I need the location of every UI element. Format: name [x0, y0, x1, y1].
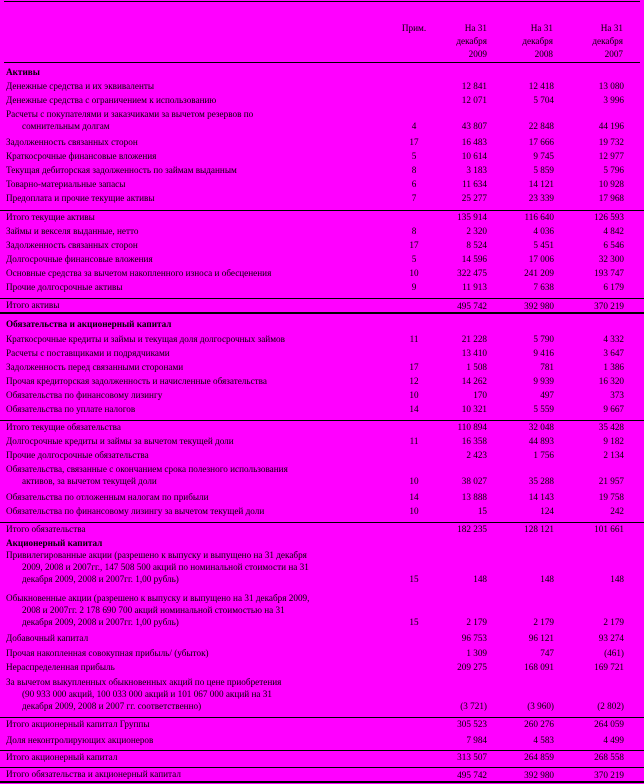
table-row [0, 449, 644, 461]
table-row [0, 333, 644, 345]
row-label-line: Обязательства по отложенным налогам по прибыли [6, 492, 209, 502]
row-note: 17 [409, 240, 419, 250]
header-col-2009: На 31 декабря 2009 [456, 23, 487, 59]
row-label-line: декабря 2009, 2008 и 2007 гг. соответственно) [22, 701, 202, 711]
row-label [6, 632, 391, 644]
row-label [6, 421, 391, 433]
row-label [6, 768, 391, 780]
row-value-2008: 781 [540, 362, 554, 372]
header-rule [4, 62, 640, 63]
row-value-2008: 14 143 [528, 492, 554, 502]
row-label [6, 136, 391, 148]
table-row [0, 767, 644, 783]
row-value-2007: (2 802) [597, 701, 624, 711]
row-label [6, 225, 391, 237]
row-note: 11 [409, 334, 419, 344]
row-value-2008: 44 893 [528, 436, 554, 446]
row-label-line: Нераспределенная прибыль [6, 662, 115, 672]
row-note: 4 [411, 121, 417, 131]
row-value-2009: 16 358 [461, 436, 487, 446]
row-label-line: Текущая дебиторская задолженность по займам выданным [6, 165, 237, 175]
row-value-2009: 21 228 [461, 334, 487, 344]
row-label-line: Обязательства по финансовому лизингу за вычетом текущей доли [6, 506, 265, 516]
row-value-2008: 17 006 [528, 254, 554, 264]
row-value-2008: 5 704 [533, 95, 554, 105]
row-label [6, 389, 391, 401]
row-label [6, 281, 391, 293]
row-value-2008: 497 [540, 390, 554, 400]
row-value-2007: 6 179 [603, 282, 624, 292]
row-label [6, 718, 391, 730]
row-note [394, 700, 434, 712]
row-label-line: Доля неконтролирующих акционеров [6, 735, 154, 745]
header-col-2007: На 31 декабря 2007 [592, 23, 623, 59]
row-label-line: Итого текущие обязательства [6, 422, 121, 432]
table-row [0, 239, 644, 251]
row-note: 8 [411, 226, 417, 236]
row-value-2009: 209 275 [457, 662, 487, 672]
row-value-2008: 5 559 [533, 404, 554, 414]
table-row [0, 537, 644, 549]
row-label [6, 66, 391, 78]
table-row [0, 281, 644, 293]
row-value-2009: (3 721) [460, 701, 487, 711]
row-value-2009: 2 320 [466, 226, 487, 236]
row-label [6, 178, 391, 190]
row-label [6, 491, 391, 503]
row-value-2007: 6 546 [603, 240, 624, 250]
row-label-line: Товарно-материальные запасы [6, 179, 126, 189]
row-label [6, 449, 391, 461]
table-row [0, 549, 644, 585]
row-value-2008: 241 209 [524, 268, 554, 278]
table-row [0, 347, 644, 359]
table-row [0, 375, 644, 387]
row-label-line: Привилегированные акции (разрешено к выпуску и выпущено на 31 декабря [6, 550, 307, 560]
row-value-2009: 2 423 [466, 450, 487, 460]
row-value-2007: 126 593 [594, 212, 624, 222]
row-value-2009: 13 410 [461, 348, 487, 358]
table-row [0, 717, 644, 730]
row-value-2007: 4 332 [603, 334, 624, 344]
row-label-line: Итого обязательства [6, 524, 86, 534]
row-label [6, 435, 391, 447]
table-row [0, 80, 644, 92]
row-label [6, 239, 391, 251]
row-value-2009: 2 179 [466, 617, 487, 627]
row-value-2007: 101 661 [594, 524, 624, 534]
row-label-line: Обязательства по уплате налогов [6, 404, 136, 414]
row-label-line: Итого акционерный капитал [6, 752, 118, 762]
row-note: 17 [409, 362, 419, 372]
row-label [6, 375, 391, 387]
table-row [0, 253, 644, 265]
row-value-2007: 264 059 [594, 719, 624, 729]
row-value-2009: 322 475 [457, 268, 487, 278]
table-row [0, 108, 644, 132]
table-row [0, 178, 644, 190]
row-value-2007: 1 386 [603, 362, 624, 372]
row-note: 10 [409, 268, 419, 278]
table-row [0, 463, 644, 487]
row-note: 15 [409, 617, 419, 627]
table-row [0, 150, 644, 162]
row-value-2007: 19 758 [598, 492, 624, 502]
row-label [6, 549, 391, 585]
row-label-line: Прочая кредиторская задолженность и начисленные обязательства [6, 376, 267, 386]
row-label [6, 211, 391, 223]
row-note: 10 [409, 476, 419, 486]
row-value-2008: 17 666 [528, 137, 554, 147]
row-label-line: сомнительным долгам [22, 121, 110, 131]
row-value-2009: 1 508 [466, 362, 487, 372]
row-value-2007: 148 [610, 574, 624, 584]
row-value-2008: 9 745 [533, 151, 554, 161]
table-row [0, 225, 644, 237]
row-value-2009: 14 262 [461, 376, 487, 386]
row-label-line: Краткосрочные кредиты и займы и текущая доля долгосрочных займов [6, 334, 285, 344]
row-label-line: Задолженность связанных сторон [6, 137, 138, 147]
row-label-line: (90 933 000 акций, 100 033 000 акций и 101 067 000 акций на 31 [22, 689, 272, 699]
table-row [0, 389, 644, 401]
row-value-2007: 373 [610, 390, 624, 400]
row-value-2008: 5 859 [533, 165, 554, 175]
row-value-2007: 4 842 [603, 226, 624, 236]
row-value-2009: 96 753 [461, 633, 487, 643]
table-row [0, 361, 644, 373]
row-value-2008: 1 756 [533, 450, 554, 460]
row-note: 6 [411, 179, 417, 189]
row-value-2008: 747 [540, 648, 554, 658]
row-label-line: За вычетом выкупленных обыкновенных акций по цене приобретения [6, 677, 282, 687]
row-value-2007: 44 196 [598, 121, 624, 131]
row-value-2009: 495 742 [457, 770, 487, 780]
row-value-2007: 3 647 [603, 348, 624, 358]
row-label-line: Акционерный капитал [6, 538, 103, 548]
row-label [6, 267, 391, 279]
row-value-2008: 7 638 [533, 282, 554, 292]
row-value-2008: 392 980 [524, 301, 554, 311]
row-value-2009: 14 596 [461, 254, 487, 264]
table-row [0, 592, 644, 628]
table-row [0, 435, 644, 447]
row-label-line: Прочие долгосрочные активы [6, 282, 123, 292]
row-label-line: Денежные средства с ограничением к использованию [6, 95, 217, 105]
row-note: 5 [411, 254, 417, 264]
row-value-2009: 8 524 [466, 240, 487, 250]
row-value-2007: 5 796 [603, 165, 624, 175]
row-value-2007: 242 [610, 506, 624, 516]
row-note: 5 [411, 151, 417, 161]
row-note: 10 [409, 390, 419, 400]
row-label-line: Расчеты с покупателями и заказчиками за вычетом резервов по [6, 109, 254, 119]
row-value-2007: 9 182 [603, 436, 624, 446]
row-label-line: декабря 2009, 2008 и 2007гг. 1,00 рубль) [22, 574, 179, 584]
row-value-2009: 10 614 [461, 151, 487, 161]
row-note: 10 [409, 506, 419, 516]
row-label-line: Итого текущие активы [6, 212, 95, 222]
row-label [6, 537, 391, 549]
row-label [6, 647, 391, 659]
row-value-2009: 110 894 [457, 422, 487, 432]
row-value-2007: 16 320 [598, 376, 624, 386]
row-value-2007: 193 747 [594, 268, 624, 278]
row-value-2008: 4 036 [533, 226, 554, 236]
top-rule [4, 1, 640, 2]
row-value-2007: 13 080 [598, 81, 624, 91]
row-value-2008: 148 [540, 574, 554, 584]
row-note: 15 [409, 574, 419, 584]
row-label [6, 94, 391, 106]
row-label [6, 80, 391, 92]
row-value-2007: 9 667 [603, 404, 624, 414]
row-value-2007: (461) [604, 648, 624, 658]
row-value-2009: 11 634 [462, 179, 487, 189]
row-value-2008: 23 339 [528, 193, 554, 203]
row-value-2008: 260 276 [524, 719, 554, 729]
row-label [6, 253, 391, 265]
row-value-2007: 93 274 [598, 633, 624, 643]
row-value-2007: 32 300 [598, 254, 624, 264]
row-value-2009: 135 914 [457, 212, 487, 222]
table-row [0, 522, 644, 535]
row-value-2007: 268 558 [594, 752, 624, 762]
header-note: Прим. [401, 23, 427, 33]
row-value-2008: 116 640 [524, 212, 554, 222]
row-value-2008: 14 121 [528, 179, 554, 189]
row-note: 14 [409, 404, 419, 414]
row-value-2008: 22 848 [528, 121, 554, 131]
row-label [6, 150, 391, 162]
row-note: 12 [409, 376, 419, 386]
row-value-2008: 9 416 [533, 348, 554, 358]
table-row [0, 676, 644, 712]
row-label-line: Основные средства за вычетом накопленного износа и обесценения [6, 268, 272, 278]
row-label-line: Итого обязательства и акционерный капитал [6, 769, 181, 779]
row-label [6, 333, 391, 345]
row-label [6, 751, 391, 763]
row-value-2008: 5 790 [533, 334, 554, 344]
row-value-2009: 10 321 [461, 404, 487, 414]
row-value-2008: 2 179 [533, 617, 554, 627]
table-row [0, 66, 644, 78]
row-label-line: декабря 2009, 2008 и 2007гг. 1,00 рубль) [22, 617, 179, 627]
row-note: 7 [411, 193, 417, 203]
row-value-2008: (3 960) [527, 701, 554, 711]
row-label [6, 299, 391, 311]
row-label-line: Обыкновенные акции (разрешено к выпуску и выпущено на 31 декабря 2009, [6, 593, 310, 603]
row-value-2008: 168 091 [524, 662, 554, 672]
row-value-2007: 12 977 [598, 151, 624, 161]
row-value-2007: 19 732 [598, 137, 624, 147]
row-value-2009: 25 277 [461, 193, 487, 203]
row-label [6, 318, 391, 330]
row-label-line: Предоплата и прочие текущие активы [6, 193, 155, 203]
row-value-2008: 128 121 [524, 524, 554, 534]
row-label [6, 661, 391, 673]
row-value-2009: 495 742 [457, 301, 487, 311]
table-row [0, 318, 644, 330]
row-label [6, 347, 391, 359]
row-label-line: Обязательства по финансовому лизингу [6, 390, 163, 400]
row-label-line: Обязательства, связанные с окончанием срока полезного использования [6, 464, 288, 474]
row-value-2007: 35 428 [598, 422, 624, 432]
row-value-2007: 370 219 [594, 770, 624, 780]
table-row [0, 298, 644, 314]
table-row [0, 750, 644, 763]
row-value-2009: 12 841 [461, 81, 487, 91]
table-row [0, 94, 644, 106]
row-label-line: Добавочный капитал [6, 633, 89, 643]
row-note: 11 [409, 436, 419, 446]
row-value-2009: 43 807 [461, 121, 487, 131]
row-value-2009: 13 888 [461, 492, 487, 502]
row-label-line: Долгосрочные финансовые вложения [6, 254, 153, 264]
row-note: 9 [411, 282, 417, 292]
table-row [0, 661, 644, 673]
row-value-2008: 35 288 [528, 476, 554, 486]
table-row [0, 403, 644, 415]
row-label [6, 676, 391, 712]
row-label-line: активов, за вычетом текущей доли [22, 476, 157, 486]
row-value-2008: 96 121 [528, 633, 554, 643]
row-label [6, 361, 391, 373]
row-value-2008: 32 048 [528, 422, 554, 432]
row-value-2007: 3 996 [603, 95, 624, 105]
row-label-line: Прочая накопленная совокупная прибыль/ (убыток) [6, 648, 209, 658]
row-label-line: 2008 и 2007гг. 2 178 690 700 акций номинальной стоимостью на 31 [22, 605, 285, 615]
row-label [6, 108, 391, 132]
row-value-2008: 124 [540, 506, 554, 516]
row-value-2009: 305 523 [457, 719, 487, 729]
table-row [0, 491, 644, 503]
row-value-2007: 4 499 [603, 735, 624, 745]
row-label-line: Расчеты с поставщиками и подрядчиками [6, 348, 170, 358]
row-value-2009: 3 183 [466, 165, 487, 175]
row-label [6, 463, 391, 487]
header-col-2008: На 31 декабря 2008 [522, 23, 553, 59]
row-label-line: Долгосрочные кредиты и займы за вычетом текущей доли [6, 436, 234, 446]
row-label-line: Задолженность перед связанными сторонами [6, 362, 184, 372]
row-value-2008: 9 939 [533, 376, 554, 386]
row-value-2009: 148 [473, 574, 487, 584]
row-value-2008: 264 859 [524, 752, 554, 762]
row-value-2009: 38 027 [461, 476, 487, 486]
table-row [0, 420, 644, 433]
row-value-2009: 313 507 [457, 752, 487, 762]
row-note: 14 [409, 492, 419, 502]
row-note: 17 [409, 137, 419, 147]
table-row [0, 192, 644, 204]
row-value-2009: 170 [473, 390, 487, 400]
row-value-2007: 10 928 [598, 179, 624, 189]
row-note: 8 [411, 165, 417, 175]
row-label [6, 734, 391, 746]
row-label-line: Займы и векселя выданные, нетто [6, 226, 139, 236]
row-label-line: Задолженность связанных сторон [6, 240, 138, 250]
row-label [6, 192, 391, 204]
row-label-line: Прочие долгосрочные обязательства [6, 450, 149, 460]
row-label [6, 164, 391, 176]
table-row [0, 267, 644, 279]
row-label-line: Обязательства и акционерный капитал [6, 319, 172, 329]
row-value-2009: 15 [477, 506, 487, 516]
row-value-2008: 12 418 [528, 81, 554, 91]
row-label [6, 403, 391, 415]
table-row [0, 164, 644, 176]
row-label [6, 505, 391, 517]
row-value-2009: 16 483 [461, 137, 487, 147]
table-row [0, 136, 644, 148]
table-row [0, 505, 644, 517]
row-label-line: 2009, 2008 и 2007гг., 147 508 500 акций по номинальной стоимости на 31 [22, 562, 309, 572]
row-label-line: Активы [6, 67, 40, 77]
row-value-2008: 5 451 [533, 240, 554, 250]
row-value-2008: 392 980 [524, 770, 554, 780]
table-row [0, 734, 644, 746]
row-value-2009: 7 984 [466, 735, 487, 745]
row-value-2007: 21 957 [598, 476, 624, 486]
row-value-2009: 12 071 [461, 95, 487, 105]
row-label-line: Краткосрочные финансовые вложения [6, 151, 157, 161]
table-row [0, 210, 644, 223]
row-value-2009: 1 309 [466, 648, 487, 658]
row-value-2009: 11 913 [462, 282, 487, 292]
row-value-2007: 370 219 [594, 301, 624, 311]
row-value-2007: 17 968 [598, 193, 624, 203]
row-label-line: Денежные средства и их эквиваленты [6, 81, 155, 91]
row-value-2007: 169 721 [594, 662, 624, 672]
table-row [0, 632, 644, 644]
row-value-2007: 2 179 [603, 617, 624, 627]
row-value-2007: 2 134 [603, 450, 624, 460]
row-value-2009: 182 235 [457, 524, 487, 534]
row-label-line: Итого активы [6, 300, 60, 310]
row-label-line: Итого акционерный капитал Группы [6, 719, 150, 729]
table-row [0, 647, 644, 659]
row-label [6, 592, 391, 628]
row-value-2008: 4 583 [533, 735, 554, 745]
row-label [6, 523, 391, 535]
